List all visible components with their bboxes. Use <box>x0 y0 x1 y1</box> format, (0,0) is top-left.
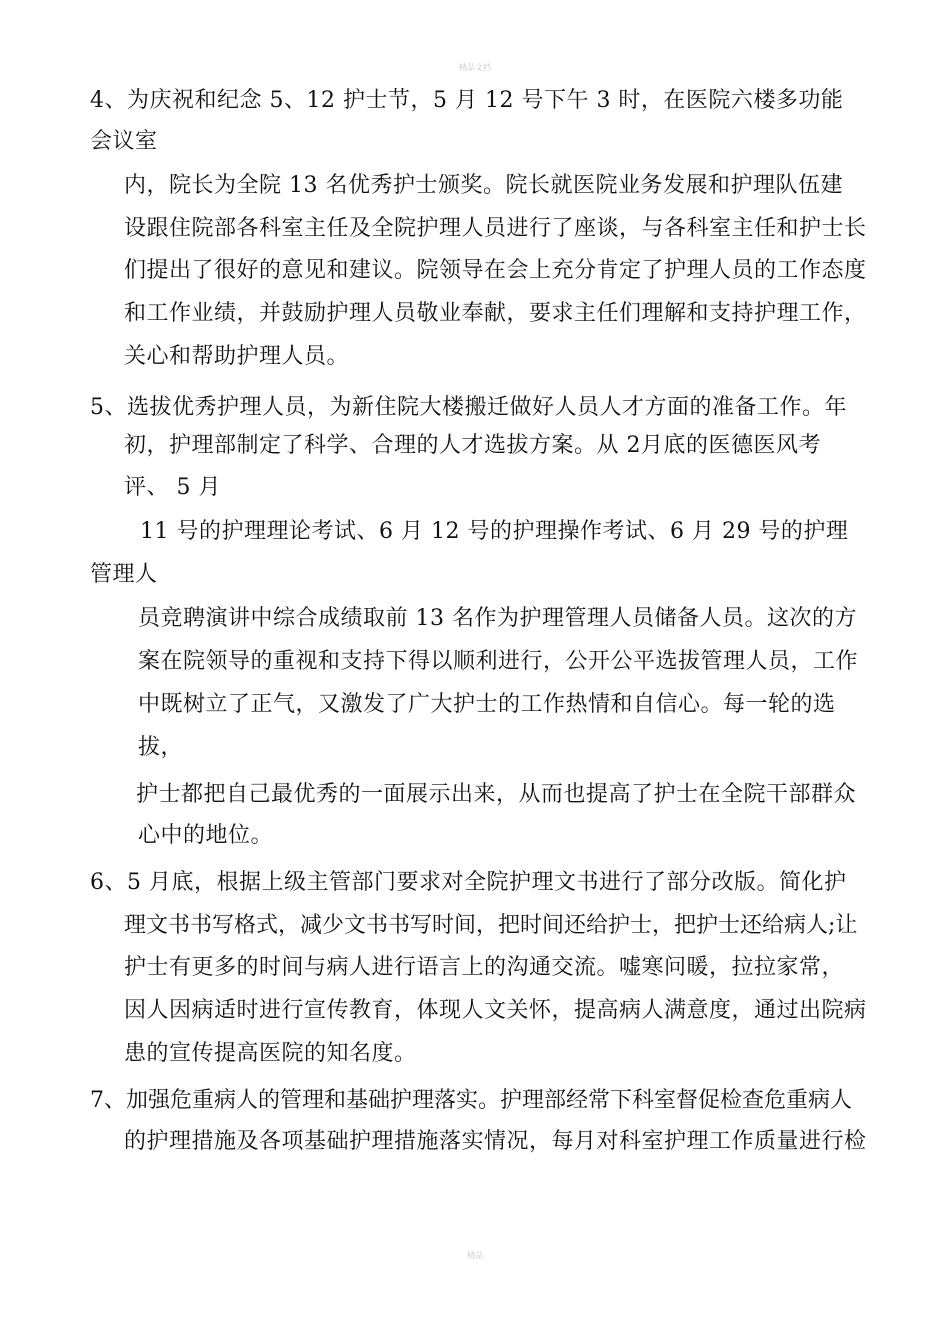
text-line: 管理人 <box>90 562 158 587</box>
text-line: 中既树立了正气，又激发了广大护士的工作热情和自信心。每一轮的选 <box>138 692 836 717</box>
text-line: 护士有更多的时间与病人进行语言上的沟通交流。嘘寒问暖，拉拉家常， <box>124 955 845 980</box>
text-line: 案在院领导的重视和支持下得以顺利进行，公开公平选拔管理人员，工作 <box>138 649 859 674</box>
text-line: 们提出了很好的意见和建议。院领导在会上充分肯定了护理人员的工作态度 <box>124 258 867 283</box>
text-line: 设跟住院部各科室主任及全院护理人员进行了座谈，与各科室主任和护士长 <box>124 216 867 241</box>
text-line: 内，院长为全院 13 名优秀护士颁奖。院长就医院业务发展和护理队伍建 <box>124 173 843 198</box>
text-line: 评、 5 月 <box>124 475 221 500</box>
text-line: 7、加强危重病人的管理和基础护理落实。护理部经常下科室督促检查危重病人 <box>90 1088 852 1113</box>
text-line: 心中的地位。 <box>138 823 274 848</box>
text-line: 护士都把自己最优秀的一面展示出来，从而也提高了护士在全院干部群众 <box>136 782 857 807</box>
text-line: 患的宣传提高医院的知名度。 <box>124 1041 417 1066</box>
text-line: 拔， <box>138 735 184 760</box>
text-line: 的护理措施及各项基础护理措施落实情况，每月对科室护理工作质量进行检 <box>124 1129 867 1154</box>
text-line: 理文书书写格式，减少文书书写时间，把时间还给护士，把护士还给病人;让 <box>124 913 858 938</box>
text-line: 会议室 <box>90 129 158 154</box>
text-line: 6、5 月底，根据上级主管部门要求对全院护理文书进行了部分改版。简化护 <box>90 870 847 895</box>
text-line: 11 号的护理理论考试、6 月 12 号的护理操作考试、6 月 29 号的护理 <box>140 519 849 544</box>
text-line: 关心和帮助护理人员。 <box>124 344 350 369</box>
text-line: 初，护理部制定了科学、合理的人才选拔方案。从 2月底的医德医风考 <box>124 433 821 458</box>
text-line: 4、为庆祝和纪念 5、12 护士节，5 月 12 号下午 3 时，在医院六楼多功能 <box>90 88 844 113</box>
text-line: 和工作业绩，并鼓励护理人员敬业奉献，要求主任们理解和支持护理工作， <box>124 301 867 326</box>
page-header-mark: 精品文档 <box>459 63 491 72</box>
text-line: 5、选拔优秀护理人员，为新住院大楼搬迁做好人员人才方面的准备工作。年 <box>90 395 847 420</box>
page-footer-mark: 精品 <box>467 1251 483 1260</box>
text-line: 员竞聘演讲中综合成绩取前 13 名作为护理管理人员储备人员。这次的方 <box>138 606 857 631</box>
text-line: 因人因病适时进行宣传教育，体现人文关怀，提高病人满意度，通过出院病 <box>124 998 867 1023</box>
